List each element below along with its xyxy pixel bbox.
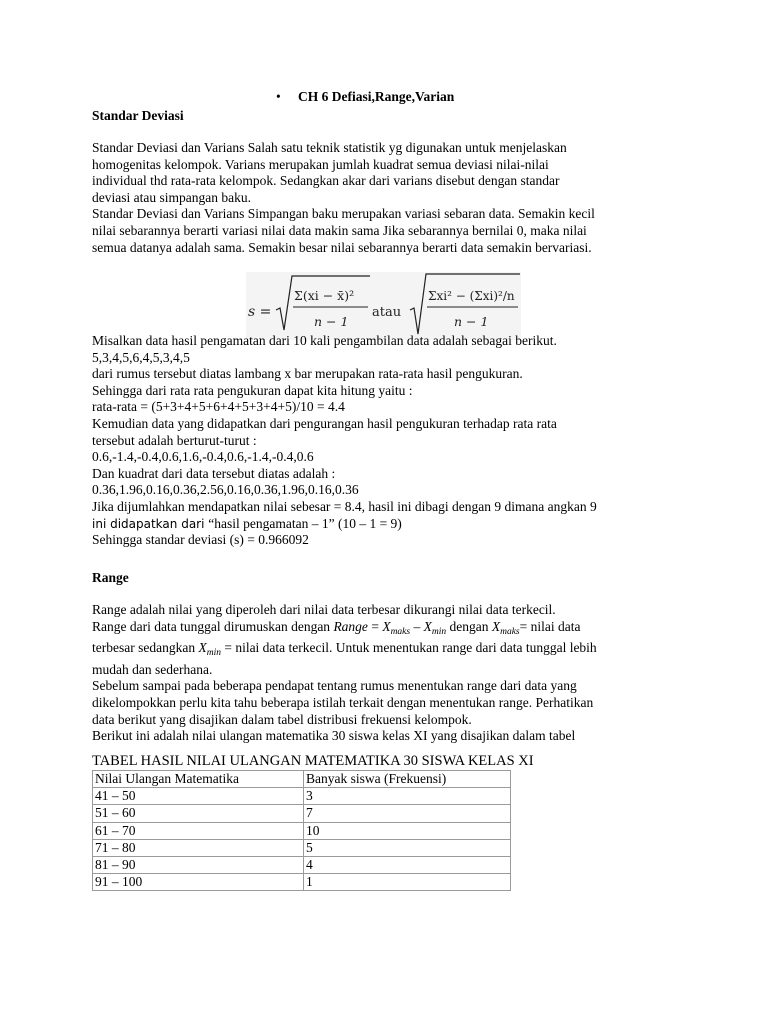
text-fragment: = nilai data: [519, 618, 581, 634]
formula-frac2-numerator: Σxi² − (Σxi)²/n: [428, 289, 515, 303]
text-fragment: –: [410, 618, 424, 634]
x-symbol: X: [423, 618, 432, 634]
table-row: [93, 856, 511, 873]
text-line-mixed-font: [92, 516, 597, 533]
text-line: data berikut yang disajikan dalam tabel distribusi frekuensi kelompok.: [92, 711, 472, 727]
table-header-row: [93, 771, 511, 788]
table-cell: 41 – 50: [93, 788, 304, 805]
text-line: [92, 640, 597, 662]
text-line-range-formula: [92, 619, 597, 641]
text-line: nilai sebarannya berarti variasi nilai data makin sama Jika sebarannya bernilai 0, maka nilai: [92, 222, 587, 238]
text-fragment: Range dari data tunggal dirumuskan dengan: [92, 618, 334, 634]
formula-frac2-denominator: n − 1: [454, 314, 489, 329]
text-line: Standar Deviasi dan Varians Salah satu teknik statistik yg digunakan untuk menjelaskan: [92, 140, 567, 155]
text-fragment: dengan: [446, 618, 492, 634]
subscript-maks: maks: [390, 626, 411, 637]
text-line: tersebut adalah berturut-turut :: [92, 432, 257, 448]
x-symbol: X: [382, 618, 391, 634]
text-fragment-serif: “hasil pengamatan – 1” (10 – 1 = 9): [208, 515, 402, 531]
text-line: Sehingga dari rata rata pengukuran dapat kita hitung yaitu :: [92, 382, 413, 398]
text-line: 0.6,-1.4,-0.4,0.6,1.6,-0.4,0.6,-1.4,-0.4,0.6: [92, 449, 314, 465]
paragraph-example: [92, 333, 597, 549]
text-line: individual thd rata-rata kelompok. Sedangkan akar dari varians disebut dengan standar: [92, 173, 560, 189]
text-line: dikelompokkan perlu kita tahu beberapa istilah terkait dengan menentukan range. Perhatikan: [92, 694, 594, 710]
text-line: dari rumus tersebut diatas lambang x bar merupakan rata-rata hasil pengukuran.: [92, 366, 523, 382]
table-row: [93, 822, 511, 839]
chapter-title-text: CH 6 Defiasi,Range,Varian: [298, 89, 455, 104]
table-row: [93, 874, 511, 891]
table-cell: 51 – 60: [93, 805, 304, 822]
section-heading-range: Range: [92, 570, 129, 585]
x-symbol: X: [198, 640, 207, 656]
range-word: Range: [333, 618, 368, 634]
bullet-icon: •: [276, 89, 281, 104]
subscript-maks: maks: [500, 626, 520, 637]
text-fragment-sans: ini didapatkan dari: [92, 516, 209, 531]
paragraph-definition: [92, 140, 595, 256]
text-line: Range adalah nilai yang diperoleh dari nilai data terbesar dikurangi nilai data terkecil.: [92, 602, 556, 617]
table-cell: 71 – 80: [93, 839, 304, 856]
section-heading-standar-deviasi: Standar Deviasi: [92, 108, 184, 123]
text-line: semua datanya adalah sama. Semakin besar nilai sebarannya berarti data semakin bervariasi.: [92, 239, 592, 255]
formula-lhs: s =: [248, 304, 272, 320]
text-line-result: Sehingga standar deviasi (s) = 0.966092: [92, 532, 309, 548]
chapter-title: [276, 89, 454, 106]
table-cell: 3: [304, 788, 511, 805]
table-cell: 10: [304, 822, 511, 839]
text-line: Berikut ini adalah nilai ulangan matematika 30 siswa kelas XI yang disajikan dalam tabel: [92, 728, 576, 744]
table-header-cell: Nilai Ulangan Matematika: [93, 771, 304, 788]
text-line: 0.36,1.96,0.16,0.36,2.56,0.16,0.36,1.96,0.16,0.36: [92, 482, 359, 498]
table-cell: 5: [304, 839, 511, 856]
text-fragment: =: [367, 618, 383, 634]
formula-connector: atau: [372, 305, 402, 320]
text-line: homogenitas kelompok. Varians merupakan jumlah kuadrat semua deviasi nilai-nilai: [92, 156, 549, 172]
formula-frac1-denominator: n − 1: [314, 314, 349, 329]
text-line: Kemudian data yang didapatkan dari pengurangan hasil pengukuran terhadap rata rata: [92, 415, 557, 431]
text-line: Misalkan data hasil pengamatan dari 10 kali pengambilan data adalah sebagai berikut.: [92, 333, 557, 348]
table-cell: 4: [304, 856, 511, 873]
subscript-min: min: [431, 626, 447, 637]
text-fragment: = nilai data terkecil. Untuk menentukan range dari data tunggal lebih: [220, 640, 597, 656]
table-row: [93, 839, 511, 856]
text-line: Standar Deviasi dan Varians Simpangan baku merupakan variasi sebaran data. Semakin kecil: [92, 206, 595, 222]
table-row: [93, 788, 511, 805]
table-header-cell: Banyak siswa (Frekuensi): [304, 771, 511, 788]
text-line: mudah dan sederhana.: [92, 661, 213, 677]
text-line: 5,3,4,5,6,4,5,3,4,5: [92, 349, 190, 365]
table-cell: 7: [304, 805, 511, 822]
table-row: [93, 805, 511, 822]
frequency-table: [92, 770, 511, 891]
table-cell: 91 – 100: [93, 874, 304, 891]
formula-frac1-numerator: Σ(xi − x̄)²: [294, 288, 355, 303]
standard-deviation-formula: [246, 272, 521, 340]
paragraph-range: [92, 602, 597, 745]
table-cell: 61 – 70: [93, 822, 304, 839]
text-line: Dan kuadrat dari data tersebut diatas adalah :: [92, 465, 336, 481]
table-cell: 1: [304, 874, 511, 891]
text-line: Jika dijumlahkan mendapatkan nilai sebesar = 8.4, hasil ini dibagi dengan 9 dimana angkan 9: [92, 498, 597, 514]
subscript-min: min: [206, 648, 221, 659]
text-line: Sebelum sampai pada beberapa pendapat tentang rumus menentukan range dari data yang: [92, 678, 577, 694]
text-line: deviasi atau simpangan baku.: [92, 189, 251, 205]
table-cell: 81 – 90: [93, 856, 304, 873]
table-title: TABEL HASIL NILAI ULANGAN MATEMATIKA 30 SISWA KELAS XI: [92, 753, 534, 769]
text-fragment: terbesar sedangkan: [92, 640, 199, 656]
text-line: rata-rata = (5+3+4+5+6+4+5+3+4+5)/10 = 4.4: [92, 399, 345, 415]
x-symbol: X: [491, 618, 501, 634]
